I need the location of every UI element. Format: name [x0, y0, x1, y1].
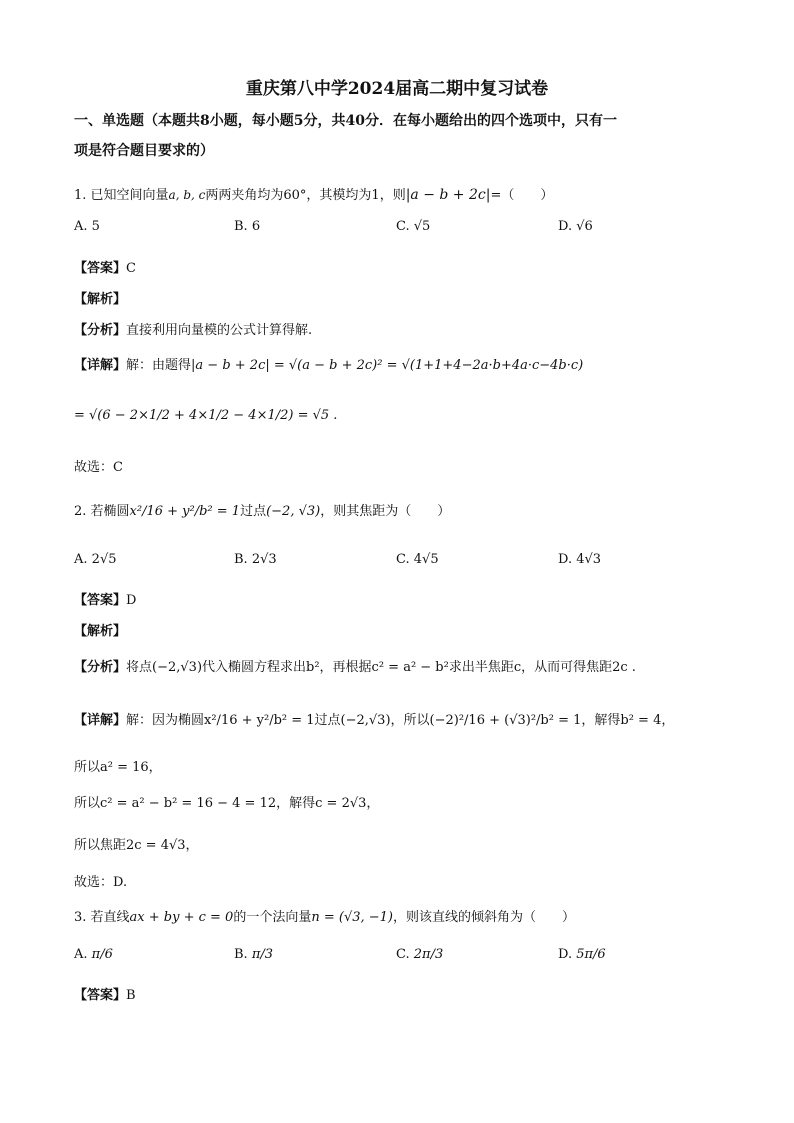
section-heading-line2: 项是符合题目要求的） — [74, 143, 214, 159]
q3-option-c: C. 2π/3 — [396, 947, 444, 962]
q1-conclusion: 故选：C — [74, 460, 123, 475]
q2-conclusion: 故选：D. — [74, 875, 128, 890]
q2-option-d: D. 4√3 — [558, 552, 602, 567]
q1-option-c: C. √5 — [396, 219, 431, 234]
q1-answer: 【答案】C — [74, 261, 136, 276]
q2-fenxi: 【分析】将点(−2,√3)代入椭圆方程求出b²，再根据c² = a² − b²求出半焦距c，从而可得焦距2c . — [74, 660, 636, 675]
q2-option-c: C. 4√5 — [396, 552, 439, 567]
q1-stem-mid: 两两夹角均为60°，其模均为1，则 — [205, 188, 406, 203]
q3-answer: 【答案】B — [74, 988, 136, 1003]
q2-detail: 【详解】解：因为椭圆x²/16 + y²/b² = 1过点(−2,√3)，所以(−2)²/16 + (√3)²/b² = 1，解得b² = 4， — [74, 713, 675, 728]
q1-fenxi: 【分析】直接利用向量模的公式计算得解. — [74, 323, 313, 338]
q1-option-b: B. 6 — [234, 219, 261, 234]
question-2-stem: 2. 若椭圆x²/16 + y²/b² = 1过点(−2, √3)，则其焦距为（ ） — [74, 504, 451, 519]
q1-detail-eq2: = √(6 − 2×1/2 + 4×1/2 − 4×1/2) = √5 . — [74, 408, 338, 423]
q2-answer: 【答案】D — [74, 593, 137, 608]
q2-line2: 所以c² = a² − b² = 16 − 4 = 12，解得c = 2√3， — [74, 796, 380, 811]
question-3-stem: 3. 若直线ax + by + c = 0的一个法向量n = (√3, −1)，则该直线的倾斜角为（ ） — [74, 910, 576, 925]
page-title: 重庆第八中学2024届高二期中复习试卷 — [245, 79, 549, 99]
q1-detail: 【详解】解：由题得|a − b + 2c| = √(a − b + 2c)² = √(1+1+4−2a·b+4a·c−4b·c) — [74, 358, 584, 373]
q3-option-a: A. π/6 — [74, 947, 113, 962]
q3-option-d: D. 5π/6 — [558, 947, 606, 962]
q2-analysis-tag: 【解析】 — [74, 624, 127, 639]
q2-option-a: A. 2√5 — [74, 552, 117, 567]
section-heading-line1: 一、单选题（本题共8小题，每小题5分，共40分．在每小题给出的四个选项中，只有一 — [74, 113, 617, 129]
q1-option-a: A. 5 — [74, 219, 100, 234]
q3-option-b: B. π/3 — [234, 947, 274, 962]
q1-stem-pre: 1. 已知空间向量 — [74, 188, 169, 203]
q1-analysis-tag: 【解析】 — [74, 292, 127, 307]
q2-line3: 所以焦距2c = 4√3， — [74, 838, 199, 853]
q1-option-d: D. √6 — [558, 219, 593, 234]
q1-expression: |a − b + 2c| — [405, 187, 491, 203]
question-1-stem — [74, 184, 553, 203]
q1-vectors: a, b, c — [168, 188, 206, 202]
q2-option-b: B. 2√3 — [234, 552, 277, 567]
q2-line1: 所以a² = 16， — [74, 760, 162, 775]
q1-stem-post: =（ ） — [490, 188, 554, 203]
